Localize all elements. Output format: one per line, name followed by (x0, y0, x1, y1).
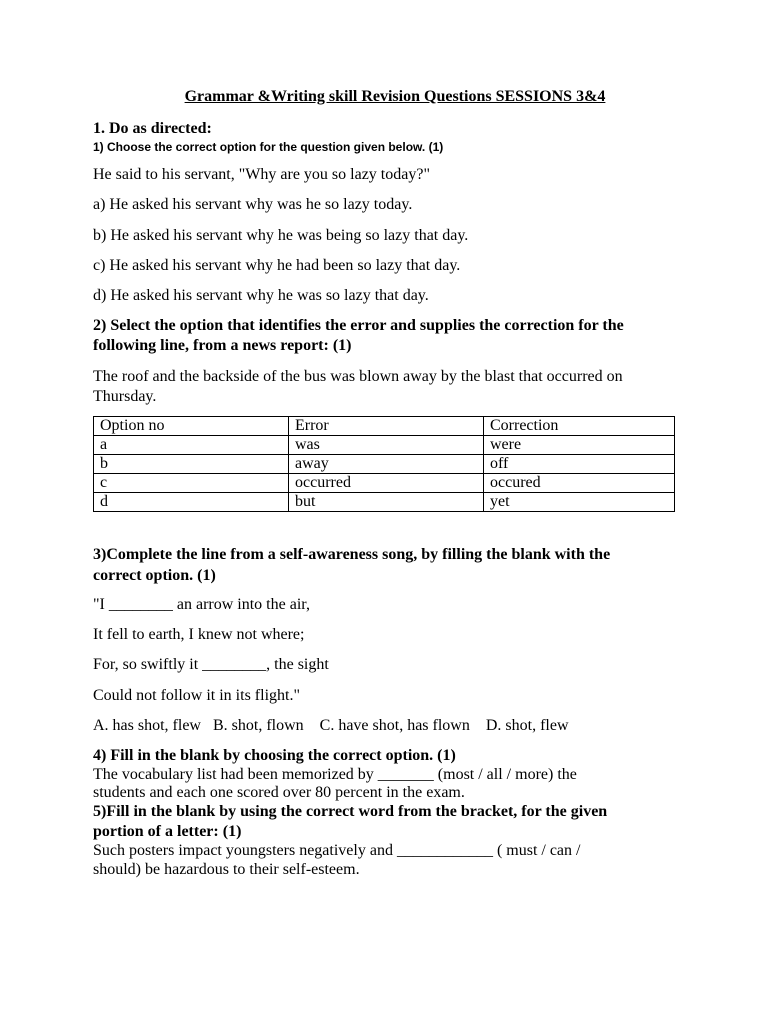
q5-text-line1: Such posters impact youngsters negatively and ____________ ( must / can / (93, 842, 581, 859)
table-cell: but (289, 493, 484, 512)
q3-poem-line4: Could not follow it in its flight." (93, 687, 300, 704)
table-cell: was (289, 436, 484, 455)
table-cell: occured (484, 474, 675, 493)
q3-poem-line1: "I ________ an arrow into the air, (93, 596, 310, 613)
table-header-cell: Correction (484, 417, 675, 436)
q2-heading-line1: 2) Select the option that identifies the error and supplies the correction for the (93, 317, 624, 334)
q3-options: A. has shot, flew B. shot, flown C. have shot, has flown D. shot, flew (93, 717, 569, 734)
table-row (94, 474, 675, 493)
q3-poem-line2: It fell to earth, I knew not where; (93, 626, 305, 643)
q5-text-line2: should) be hazardous to their self-esteem. (93, 861, 360, 878)
table-header-cell: Option no (94, 417, 289, 436)
q3-heading-line2: correct option. (1) (93, 567, 216, 584)
table-cell: a (94, 436, 289, 455)
q3-heading-line1: 3)Complete the line from a self-awareness song, by filling the blank with the (93, 546, 611, 563)
q1-option-b: b) He asked his servant why he was being so lazy that day. (93, 227, 469, 244)
q2-heading-line2: following line, from a news report: (1) (93, 337, 352, 354)
table-row (94, 436, 675, 455)
table-cell: were (484, 436, 675, 455)
table-cell: b (94, 455, 289, 474)
q2-text-line2: Thursday. (93, 388, 157, 405)
table-cell: yet (484, 493, 675, 512)
table-cell: away (289, 455, 484, 474)
page-title: Grammar &Writing skill Revision Questions SESSIONS 3&4 (184, 88, 606, 105)
table-header-cell: Error (289, 417, 484, 436)
q1-instruction: 1) Choose the correct option for the question given below. (1) (93, 140, 444, 154)
q4-heading: 4) Fill in the blank by choosing the correct option. (1) (93, 747, 456, 764)
error-correction-table (93, 416, 675, 512)
q5-heading-line2: portion of a letter: (1) (93, 823, 242, 840)
table-cell: occurred (289, 474, 484, 493)
q1-option-a: a) He asked his servant why was he so lazy today. (93, 196, 413, 213)
q5-heading-line1: 5)Fill in the blank by using the correct word from the bracket, for the given (93, 803, 608, 820)
section1-heading: 1. Do as directed: (93, 120, 212, 137)
q1-question: He said to his servant, "Why are you so lazy today?" (93, 166, 430, 183)
table-cell: off (484, 455, 675, 474)
table-cell: d (94, 493, 289, 512)
q1-option-c: c) He asked his servant why he had been so lazy that day. (93, 257, 461, 274)
q4-text-line2: students and each one scored over 80 percent in the exam. (93, 784, 465, 801)
q2-text-line1: The roof and the backside of the bus was blown away by the blast that occurred on (93, 368, 623, 385)
q3-poem-line3: For, so swiftly it ________, the sight (93, 656, 329, 673)
q1-option-d: d) He asked his servant why he was so lazy that day. (93, 287, 429, 304)
table-header-row (94, 417, 675, 436)
table-cell: c (94, 474, 289, 493)
table-row (94, 493, 675, 512)
q4-text-line1: The vocabulary list had been memorized by _______ (most / all / more) the (93, 766, 577, 783)
table-row (94, 455, 675, 474)
